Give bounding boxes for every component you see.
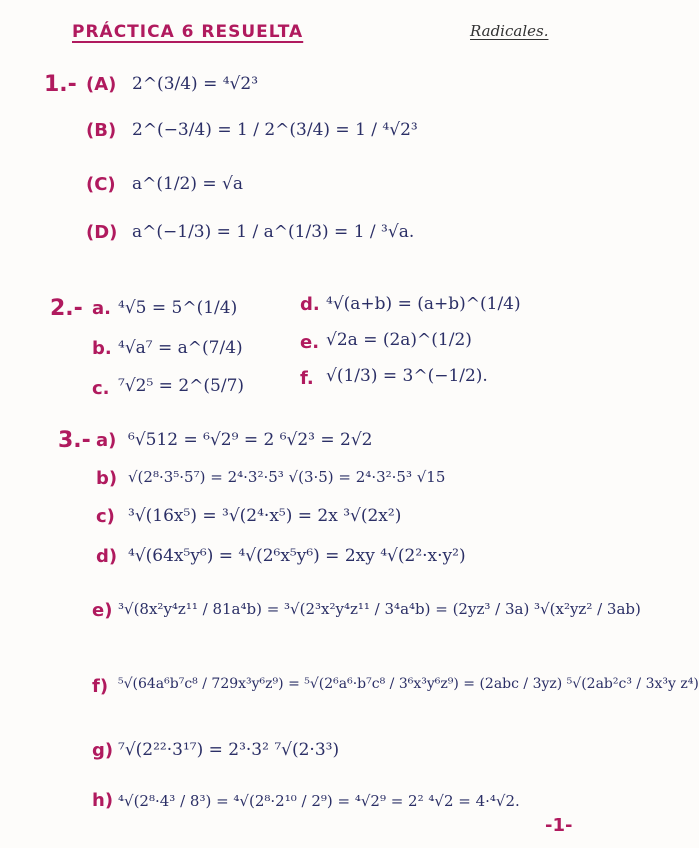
ex1-item-c-eq: a^(1/2) = √a [132,174,244,194]
ex3-item-a-eq: ⁶√512 = ⁶√2⁹ = 2 ⁶√2³ = 2√2 [128,430,373,450]
ex2-item-a-eq: ⁴√5 = 5^(1/4) [118,298,238,318]
ex3-item-d-label: d) [96,546,118,567]
ex3-item-f-label: f) [92,676,109,697]
ex3-item-g-eq: ⁷√(2²²·3¹⁷) = 2³·3² ⁷√(2·3³) [118,740,340,760]
ex2-item-f-eq: √(1/3) = 3^(−1/2). [326,366,488,386]
exercise-1-number: 1.- [44,72,77,97]
ex3-item-f-eq: ⁵√(64a⁶b⁷c⁸ / 729x³y⁶z⁹) = ⁵√(2⁶a⁶·b⁷c⁸ / 3⁶x³y⁶z⁹) = (2abc / 3yz) ⁵√(2ab²c³ / 3x³y z⁴) [118,676,699,692]
ex1-item-d-label: (D) [86,222,118,243]
exercise-3-number: 3.- [58,428,91,453]
ex2-item-b-label: b. [92,338,112,359]
ex3-item-h-eq: ⁴√(2⁸·4³ / 8³) = ⁴√(2⁸·2¹⁰ / 2⁹) = ⁴√2⁹ = 2² ⁴√2 = 4·⁴√2. [118,792,520,810]
ex3-item-a-label: a) [96,430,117,451]
topic-label: Radicales. [470,22,549,40]
ex3-item-c-label: c) [96,506,115,527]
ex2-item-d-eq: ⁴√(a+b) = (a+b)^(1/4) [326,294,521,314]
ex2-item-e-label: e. [300,332,320,353]
page-number: -1- [545,815,573,836]
ex2-item-b-eq: ⁴√a⁷ = a^(7/4) [118,338,243,358]
ex2-item-f-label: f. [300,368,314,389]
ex3-item-h-label: h) [92,790,114,811]
ex1-item-b-eq: 2^(−3/4) = 1 / 2^(3/4) = 1 / ⁴√2³ [132,120,418,140]
ex1-item-b-label: (B) [86,120,117,141]
ex2-item-c-label: c. [92,378,110,399]
ex2-item-e-eq: √2a = (2a)^(1/2) [326,330,472,350]
ex2-item-d-label: d. [300,294,320,315]
ex1-item-a-eq: 2^(3/4) = ⁴√2³ [132,74,259,94]
ex1-item-d-eq: a^(−1/3) = 1 / a^(1/3) = 1 / ³√a. [132,222,415,242]
ex3-item-d-eq: ⁴√(64x⁵y⁶) = ⁴√(2⁶x⁵y⁶) = 2xy ⁴√(2²·x·y²) [128,546,466,566]
ex3-item-b-eq: √(2⁸·3⁵·5⁷) = 2⁴·3²·5³ √(3·5) = 2⁴·3²·5³ √15 [128,468,446,486]
ex2-item-a-label: a. [92,298,111,319]
ex3-item-e-label: e) [92,600,113,621]
ex1-item-a-label: (A) [86,74,117,95]
ex1-item-c-label: (C) [86,174,116,195]
page-title: PRÁCTICA 6 RESUELTA [72,22,304,42]
ex3-item-c-eq: ³√(16x⁵) = ³√(2⁴·x⁵) = 2x ³√(2x²) [128,506,402,526]
exercise-2-number: 2.- [50,296,83,321]
ex3-item-g-label: g) [92,740,114,761]
ex2-item-c-eq: ⁷√2⁵ = 2^(5/7) [118,376,245,396]
ex3-item-b-label: b) [96,468,118,489]
ex3-item-e-eq: ³√(8x²y⁴z¹¹ / 81a⁴b) = ³√(2³x²y⁴z¹¹ / 3⁴a⁴b) = (2yz³ / 3a) ³√(x²yz² / 3ab) [118,600,641,618]
